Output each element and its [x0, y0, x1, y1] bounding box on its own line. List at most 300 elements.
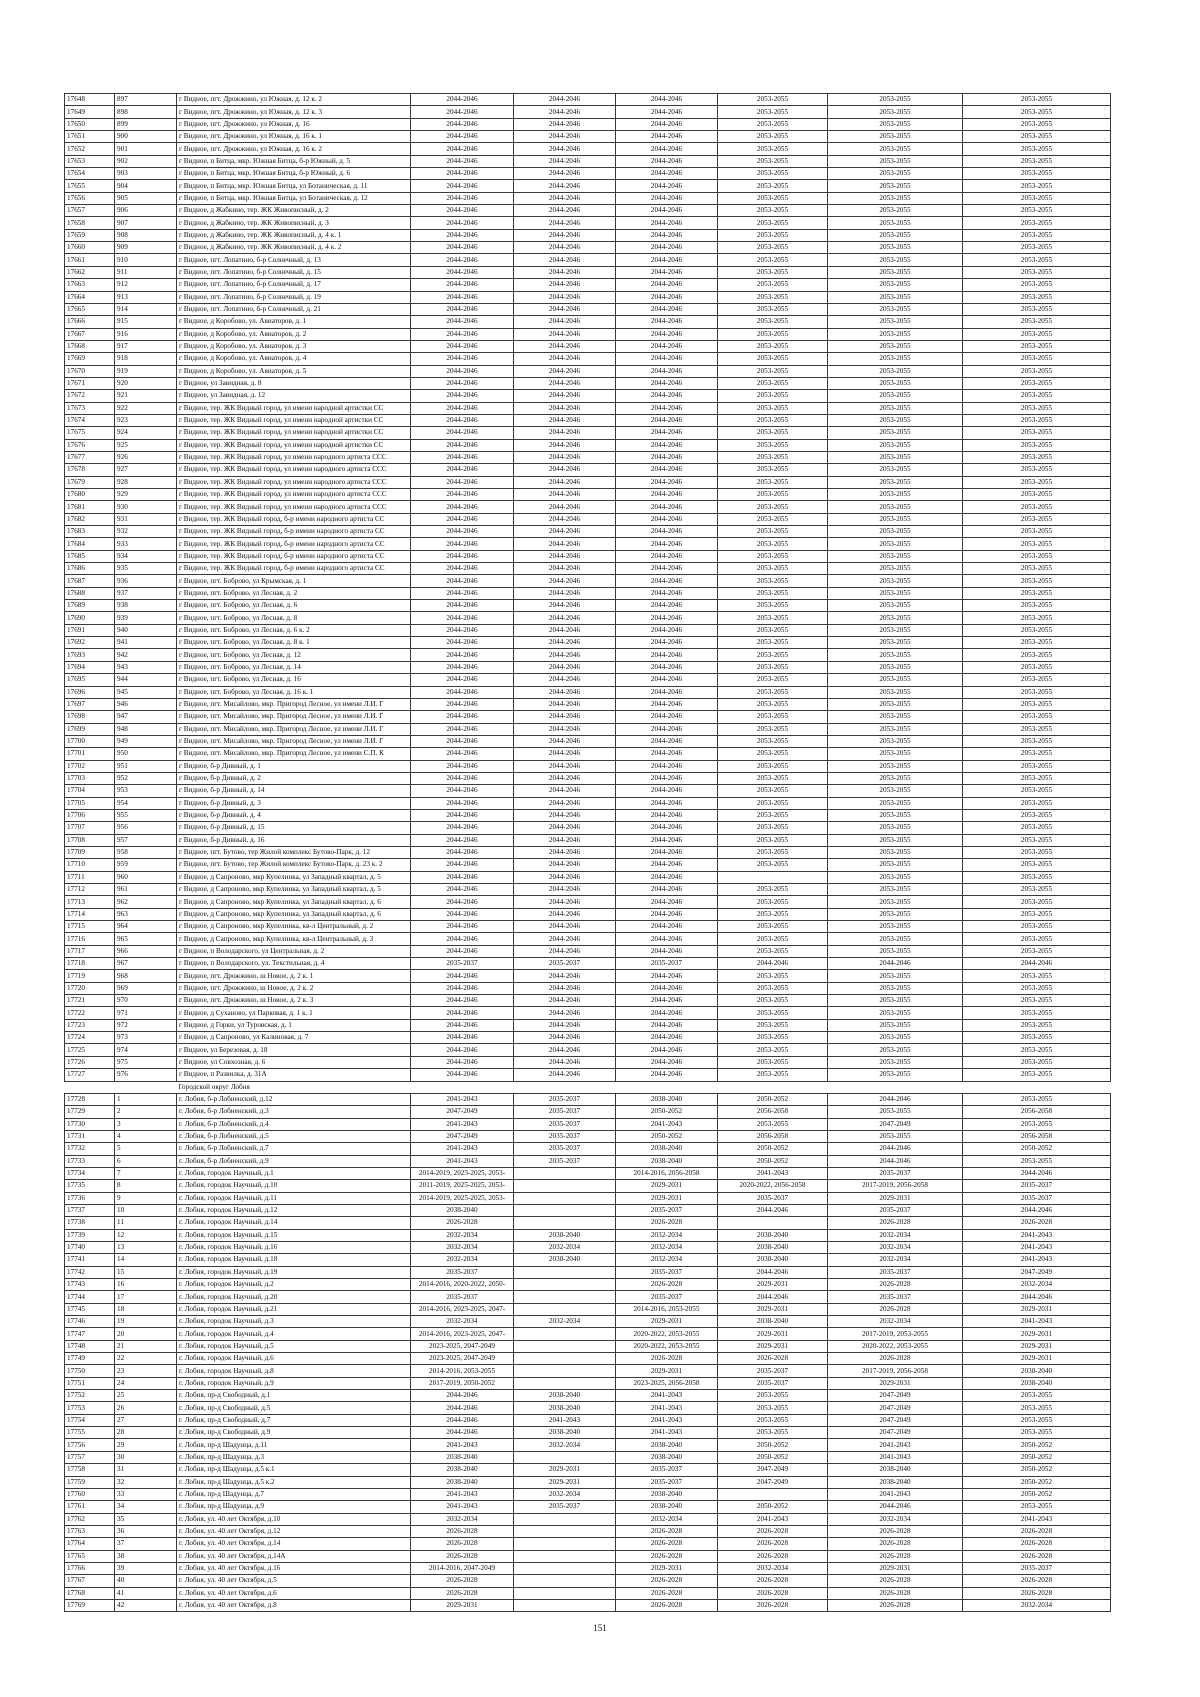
period-cell-3: 2044-2046 — [616, 340, 718, 352]
period-cell-4: 2053-2055 — [718, 846, 828, 858]
period-cell-1: 2035-2037 — [411, 1266, 514, 1278]
row-number: 21 — [115, 1340, 177, 1352]
period-cell-6: 2053-2055 — [963, 674, 1111, 686]
period-cell-2: 2044-2046 — [514, 587, 616, 599]
row-number: 902 — [115, 155, 177, 167]
period-cell-3: 2044-2046 — [616, 884, 718, 896]
row-id: 17722 — [65, 1007, 115, 1019]
address-cell: г. Лобня, городок Научный, д.2 — [177, 1279, 411, 1291]
row-id: 17727 — [65, 1069, 115, 1081]
period-cell-1: 2044-2046 — [411, 995, 514, 1007]
period-cell-4: 2053-2055 — [718, 711, 828, 723]
period-cell-3: 2044-2046 — [616, 760, 718, 772]
period-cell-6: 2053-2055 — [963, 353, 1111, 365]
period-cell-5: 2017-2019, 2056-2058 — [828, 1365, 963, 1377]
row-number: 35 — [115, 1513, 177, 1525]
address-cell: г Видное, б-р Дивный, д. 14 — [177, 785, 411, 797]
period-cell-1: 2038-2040 — [411, 1476, 514, 1488]
period-cell-5: 2053-2055 — [828, 427, 963, 439]
table-row — [65, 711, 1111, 723]
period-cell-2: 2044-2046 — [514, 772, 616, 784]
period-cell-6: 2053-2055 — [963, 365, 1111, 377]
period-cell-5: 2053-2055 — [828, 377, 963, 389]
period-cell-2: 2044-2046 — [514, 340, 616, 352]
period-cell-4: 2053-2055 — [718, 1118, 828, 1130]
period-cell-2: 2044-2046 — [514, 464, 616, 476]
period-cell-1: 2044-2046 — [411, 797, 514, 809]
address-cell: г Видное, д Жабкино, тер. ЖК Живописный, д. 3 — [177, 217, 411, 229]
period-cell-4: 2053-2055 — [718, 859, 828, 871]
period-cell-1: 2032-2034 — [411, 1254, 514, 1266]
table-row — [65, 451, 1111, 463]
period-cell-6: 2026-2028 — [963, 1217, 1111, 1229]
address-cell: г Видное, пгт. Лопатино, б-р Солнечный, д. 21 — [177, 303, 411, 315]
period-cell-4: 2053-2055 — [718, 933, 828, 945]
table-row — [65, 982, 1111, 994]
table-row — [65, 1328, 1111, 1340]
address-cell: г. Лобня, городок Научный, д.14 — [177, 1217, 411, 1229]
address-cell: г Видное, тер. ЖК Видный город, б-р имени народного артиста СС — [177, 550, 411, 562]
row-id: 17725 — [65, 1044, 115, 1056]
address-cell: г Видное, пгт. Дрожжино, ш Новое, д. 2 к. 2 — [177, 982, 411, 994]
period-cell-4: 2053-2055 — [718, 328, 828, 340]
period-cell-5: 2053-2055 — [828, 945, 963, 957]
period-cell-5: 2053-2055 — [828, 106, 963, 118]
period-cell-2: 2044-2046 — [514, 686, 616, 698]
period-cell-5: 2053-2055 — [828, 1007, 963, 1019]
row-number: 2 — [115, 1106, 177, 1118]
table-row — [65, 859, 1111, 871]
period-cell-2: 2044-2046 — [514, 797, 616, 809]
table-row — [65, 1488, 1111, 1500]
period-cell-3: 2044-2046 — [616, 995, 718, 1007]
period-cell-1: 2044-2046 — [411, 377, 514, 389]
period-cell-5: 2026-2028 — [828, 1279, 963, 1291]
period-cell-6: 2053-2055 — [963, 439, 1111, 451]
period-cell-4: 2053-2055 — [718, 896, 828, 908]
period-cell-2: 2044-2046 — [514, 550, 616, 562]
period-cell-2: 2032-2034 — [514, 1488, 616, 1500]
period-cell-2: 2044-2046 — [514, 489, 616, 501]
period-cell-1: 2044-2046 — [411, 846, 514, 858]
period-cell-6: 2053-2055 — [963, 1427, 1111, 1439]
address-cell: г. Лобня, б-р Лобненский, д.12 — [177, 1093, 411, 1105]
period-cell-1: 2047-2049 — [411, 1130, 514, 1142]
row-number: 968 — [115, 970, 177, 982]
row-id: 17732 — [65, 1143, 115, 1155]
period-cell-6: 2038-2040 — [963, 1365, 1111, 1377]
row-id: 17763 — [65, 1525, 115, 1537]
period-cell-2: 2035-2037 — [514, 1093, 616, 1105]
row-number: 945 — [115, 686, 177, 698]
table-row — [65, 785, 1111, 797]
address-cell: г Видное, б-р Дивный, д. 1 — [177, 760, 411, 772]
period-cell-1: 2044-2046 — [411, 1414, 514, 1426]
period-cell-4: 2038-2040 — [718, 1316, 828, 1328]
period-cell-5: 2047-2049 — [828, 1414, 963, 1426]
row-id: 17755 — [65, 1427, 115, 1439]
period-cell-1: 2044-2046 — [411, 563, 514, 575]
row-id: 17670 — [65, 365, 115, 377]
period-cell-1: 2044-2046 — [411, 192, 514, 204]
period-cell-4: 2053-2055 — [718, 291, 828, 303]
period-cell-2 — [514, 1328, 616, 1340]
row-number: 899 — [115, 118, 177, 130]
period-cell-1: 2044-2046 — [411, 464, 514, 476]
period-cell-2: 2044-2046 — [514, 291, 616, 303]
period-cell-4: 2026-2028 — [718, 1353, 828, 1365]
address-cell: г Видное, пгт. Мисайлово, мкр. Пригород Лесное, ул имени С.П. К — [177, 748, 411, 760]
period-cell-4: 2026-2028 — [718, 1538, 828, 1550]
period-cell-2: 2044-2046 — [514, 945, 616, 957]
row-id: 17734 — [65, 1167, 115, 1179]
period-cell-5: 2053-2055 — [828, 526, 963, 538]
period-cell-1: 2044-2046 — [411, 501, 514, 513]
period-cell-3: 2044-2046 — [616, 735, 718, 747]
period-cell-1: 2044-2046 — [411, 871, 514, 883]
table-row — [65, 1192, 1111, 1204]
period-cell-2: 2044-2046 — [514, 834, 616, 846]
address-cell: г. Лобня, городок Научный, д.1 — [177, 1167, 411, 1179]
row-number: 940 — [115, 624, 177, 636]
period-cell-5: 2029-2031 — [828, 1377, 963, 1389]
period-cell-6: 2053-2055 — [963, 698, 1111, 710]
table-row — [65, 809, 1111, 821]
address-cell: г. Лобня, городок Научный, д.21 — [177, 1303, 411, 1315]
table-row — [65, 205, 1111, 217]
period-cell-3: 2044-2046 — [616, 476, 718, 488]
period-cell-6: 2041-2043 — [963, 1229, 1111, 1241]
period-cell-4: 2020-2022, 2056-2058 — [718, 1180, 828, 1192]
period-cell-1: 2044-2046 — [411, 575, 514, 587]
period-cell-3: 2044-2046 — [616, 439, 718, 451]
period-cell-6: 2053-2055 — [963, 624, 1111, 636]
period-cell-1: 2044-2046 — [411, 674, 514, 686]
period-cell-2: 2044-2046 — [514, 229, 616, 241]
row-number: 915 — [115, 316, 177, 328]
period-cell-5: 2041-2043 — [828, 1439, 963, 1451]
period-cell-6: 2053-2055 — [963, 550, 1111, 562]
period-cell-1: 2044-2046 — [411, 205, 514, 217]
period-cell-3: 2038-2040 — [616, 1143, 718, 1155]
period-cell-3: 2029-2031 — [616, 1562, 718, 1574]
period-cell-4: 2053-2055 — [718, 377, 828, 389]
table-row — [65, 1365, 1111, 1377]
period-cell-6: 2053-2055 — [963, 291, 1111, 303]
period-cell-6: 2053-2055 — [963, 563, 1111, 575]
period-cell-3: 2044-2046 — [616, 402, 718, 414]
table-row — [65, 1056, 1111, 1068]
period-cell-6: 2053-2055 — [963, 328, 1111, 340]
period-cell-4: 2053-2055 — [718, 624, 828, 636]
table-row — [65, 1044, 1111, 1056]
period-cell-2: 2044-2046 — [514, 155, 616, 167]
period-cell-6: 2041-2043 — [963, 1513, 1111, 1525]
period-cell-4: 2053-2055 — [718, 723, 828, 735]
period-cell-2: 2044-2046 — [514, 637, 616, 649]
period-cell-4: 2044-2046 — [718, 1204, 828, 1216]
period-cell-5: 2053-2055 — [828, 143, 963, 155]
period-cell-5: 2053-2055 — [828, 131, 963, 143]
period-cell-4: 2053-2055 — [718, 797, 828, 809]
row-id: 17654 — [65, 168, 115, 180]
period-cell-6: 2053-2055 — [963, 402, 1111, 414]
period-cell-2: 2044-2046 — [514, 217, 616, 229]
row-id: 17704 — [65, 785, 115, 797]
period-cell-1: 2044-2046 — [411, 822, 514, 834]
period-cell-3: 2044-2046 — [616, 846, 718, 858]
period-cell-6: 2032-2034 — [963, 1279, 1111, 1291]
period-cell-1: 2044-2046 — [411, 303, 514, 315]
period-cell-5: 2053-2055 — [828, 118, 963, 130]
period-cell-5: 2026-2028 — [828, 1217, 963, 1229]
address-cell: г Видное, пгт. Боброво, ул Лесная, д. 16 к. 1 — [177, 686, 411, 698]
period-cell-3: 2044-2046 — [616, 501, 718, 513]
row-id: 17768 — [65, 1587, 115, 1599]
row-id: 17731 — [65, 1130, 115, 1142]
period-cell-2: 2035-2037 — [514, 958, 616, 970]
table-row — [65, 834, 1111, 846]
period-cell-3: 2020-2022, 2053-2055 — [616, 1328, 718, 1340]
period-cell-3: 2014-2016, 2056-2058 — [616, 1167, 718, 1179]
period-cell-3: 2044-2046 — [616, 106, 718, 118]
row-id: 17666 — [65, 316, 115, 328]
period-cell-1: 2044-2046 — [411, 489, 514, 501]
period-cell-3: 2044-2046 — [616, 266, 718, 278]
period-cell-2: 2044-2046 — [514, 921, 616, 933]
table-row — [65, 476, 1111, 488]
table-row — [65, 698, 1111, 710]
table-row — [65, 254, 1111, 266]
row-number: 22 — [115, 1353, 177, 1365]
period-cell-5: 2035-2037 — [828, 1291, 963, 1303]
row-number: 919 — [115, 365, 177, 377]
period-cell-6: 2029-2031 — [963, 1353, 1111, 1365]
period-cell-6: 2053-2055 — [963, 476, 1111, 488]
period-cell-4: 2053-2055 — [718, 439, 828, 451]
period-cell-1: 2026-2028 — [411, 1550, 514, 1562]
row-number: 918 — [115, 353, 177, 365]
address-cell: г Видное, д Суханово, ул Парковая, д. 1 к. 1 — [177, 1007, 411, 1019]
period-cell-3: 2044-2046 — [616, 205, 718, 217]
row-number: 953 — [115, 785, 177, 797]
table-row — [65, 1204, 1111, 1216]
row-id: 17696 — [65, 686, 115, 698]
address-cell: г Видное, д Горки, ул Туровская, д. 1 — [177, 1019, 411, 1031]
period-cell-2: 2044-2046 — [514, 612, 616, 624]
table-row — [65, 1575, 1111, 1587]
period-cell-6: 2053-2055 — [963, 822, 1111, 834]
table-row — [65, 316, 1111, 328]
period-cell-5: 2017-2019, 2056-2058 — [828, 1180, 963, 1192]
address-cell: г Видное, пгт. Мисайлово, мкр. Пригород Лесное, ул имени Л.И. Г — [177, 698, 411, 710]
table-row — [65, 106, 1111, 118]
row-number: 13 — [115, 1241, 177, 1253]
address-cell: г Видное, пгт. Боброво, ул Лесная, д. 12 — [177, 649, 411, 661]
row-id: 17759 — [65, 1476, 115, 1488]
table-row — [65, 846, 1111, 858]
table-row — [65, 637, 1111, 649]
period-cell-3: 2026-2028 — [616, 1575, 718, 1587]
address-cell: г Видное, пгт. Дрожжино, ул Южная, д. 12 к. 2 — [177, 94, 411, 106]
row-id: 17656 — [65, 192, 115, 204]
period-cell-1: 2032-2034 — [411, 1229, 514, 1241]
row-number: 24 — [115, 1377, 177, 1389]
period-cell-5: 2053-2055 — [828, 1130, 963, 1142]
period-cell-6: 2053-2055 — [963, 1056, 1111, 1068]
period-cell-5: 2053-2055 — [828, 414, 963, 426]
table-row — [65, 1377, 1111, 1389]
period-cell-6: 2044-2046 — [963, 1167, 1111, 1179]
period-cell-2: 2044-2046 — [514, 711, 616, 723]
row-number: 26 — [115, 1402, 177, 1414]
row-id: 17740 — [65, 1241, 115, 1253]
period-cell-5: 2038-2040 — [828, 1476, 963, 1488]
period-cell-5: 2026-2028 — [828, 1599, 963, 1611]
address-cell: г. Лобня, пр-д Свободный, д.1 — [177, 1390, 411, 1402]
period-cell-6: 2053-2055 — [963, 155, 1111, 167]
period-cell-2: 2038-2040 — [514, 1390, 616, 1402]
period-cell-5: 2044-2046 — [828, 1155, 963, 1167]
table-row — [65, 1464, 1111, 1476]
row-id: 17723 — [65, 1019, 115, 1031]
period-cell-5: 2053-2055 — [828, 711, 963, 723]
period-cell-6: 2026-2028 — [963, 1575, 1111, 1587]
period-cell-2 — [514, 1538, 616, 1550]
period-cell-4: 2053-2055 — [718, 661, 828, 673]
row-number: 897 — [115, 94, 177, 106]
period-cell-4: 2053-2055 — [718, 772, 828, 784]
period-cell-5: 2053-2055 — [828, 501, 963, 513]
period-cell-4: 2053-2055 — [718, 637, 828, 649]
period-cell-5: 2053-2055 — [828, 217, 963, 229]
period-cell-4: 2026-2028 — [718, 1525, 828, 1537]
page-number: 151 — [593, 1623, 607, 1633]
row-number: 19 — [115, 1316, 177, 1328]
period-cell-6: 2053-2055 — [963, 908, 1111, 920]
period-cell-4: 2029-2031 — [718, 1328, 828, 1340]
table-row — [65, 970, 1111, 982]
row-number: 41 — [115, 1587, 177, 1599]
period-cell-5: 2020-2022, 2053-2055 — [828, 1340, 963, 1352]
period-cell-3: 2044-2046 — [616, 982, 718, 994]
address-cell: г. Лобня, ул. 40 лет Октября, д.6 — [177, 1587, 411, 1599]
period-cell-4: 2053-2055 — [718, 575, 828, 587]
period-cell-3: 2035-2037 — [616, 1464, 718, 1476]
row-id: 17741 — [65, 1254, 115, 1266]
period-cell-4: 2053-2055 — [718, 340, 828, 352]
period-cell-4: 2044-2046 — [718, 958, 828, 970]
address-cell: г. Лобня, ул. 40 лет Октября, д.5 — [177, 1575, 411, 1587]
period-cell-3: 2044-2046 — [616, 661, 718, 673]
table-row — [65, 118, 1111, 130]
period-cell-1: 2044-2046 — [411, 600, 514, 612]
row-id: 17756 — [65, 1439, 115, 1451]
row-id: 17766 — [65, 1562, 115, 1574]
row-id: 17746 — [65, 1316, 115, 1328]
period-cell-6: 2029-2031 — [963, 1303, 1111, 1315]
period-cell-6: 2041-2043 — [963, 1254, 1111, 1266]
period-cell-3: 2044-2046 — [616, 921, 718, 933]
period-cell-1: 2032-2034 — [411, 1513, 514, 1525]
period-cell-2: 2044-2046 — [514, 1044, 616, 1056]
period-cell-5: 2053-2055 — [828, 464, 963, 476]
period-cell-4: 2053-2055 — [718, 205, 828, 217]
table-row — [65, 402, 1111, 414]
address-cell: г Видное, пгт. Бутово, тер Жилой комплекс Бутово-Парк, д. 23 к. 2 — [177, 859, 411, 871]
period-cell-5: 2026-2028 — [828, 1587, 963, 1599]
period-cell-2: 2044-2046 — [514, 624, 616, 636]
period-cell-2: 2044-2046 — [514, 143, 616, 155]
period-cell-4: 2056-2058 — [718, 1106, 828, 1118]
period-cell-3: 2044-2046 — [616, 945, 718, 957]
period-cell-1: 2026-2028 — [411, 1587, 514, 1599]
table-row — [65, 180, 1111, 192]
period-cell-3: 2044-2046 — [616, 563, 718, 575]
table-row — [65, 1093, 1111, 1105]
table-row — [65, 575, 1111, 587]
period-cell-6: 2053-2055 — [963, 1044, 1111, 1056]
row-number: 947 — [115, 711, 177, 723]
address-cell: г. Лобня, городок Научный, д.18 — [177, 1254, 411, 1266]
address-cell: г Видное, пгт. Дрожжино, ш Новое, д. 2 к. 1 — [177, 970, 411, 982]
period-cell-3: 2044-2046 — [616, 303, 718, 315]
row-id: 17699 — [65, 723, 115, 735]
row-id: 17660 — [65, 242, 115, 254]
row-number: 956 — [115, 822, 177, 834]
period-cell-2: 2044-2046 — [514, 822, 616, 834]
period-cell-4: 2038-2040 — [718, 1229, 828, 1241]
period-cell-2: 2044-2046 — [514, 303, 616, 315]
table-row — [65, 489, 1111, 501]
row-id: 17678 — [65, 464, 115, 476]
period-cell-1: 2044-2046 — [411, 131, 514, 143]
period-cell-1: 2044-2046 — [411, 340, 514, 352]
period-cell-5: 2053-2055 — [828, 1044, 963, 1056]
address-cell: г Видное, пгт. Мисайлово, мкр. Пригород Лесное, ул имени Л.И. Г — [177, 711, 411, 723]
period-cell-6: 2053-2055 — [963, 1019, 1111, 1031]
period-cell-1: 2044-2046 — [411, 1007, 514, 1019]
row-id: 17665 — [65, 303, 115, 315]
row-number: 964 — [115, 921, 177, 933]
period-cell-1: 2044-2046 — [411, 427, 514, 439]
period-cell-6: 2053-2055 — [963, 205, 1111, 217]
table-row — [65, 1155, 1111, 1167]
period-cell-1: 2044-2046 — [411, 1069, 514, 1081]
row-id: 17718 — [65, 958, 115, 970]
row-id: 17761 — [65, 1501, 115, 1513]
table-row — [65, 242, 1111, 254]
period-cell-3: 2044-2046 — [616, 587, 718, 599]
period-cell-4: 2053-2055 — [718, 1019, 828, 1031]
period-cell-6: 2053-2055 — [963, 600, 1111, 612]
table-row — [65, 266, 1111, 278]
table-row — [65, 797, 1111, 809]
period-cell-1: 2041-2043 — [411, 1501, 514, 1513]
period-cell-1: 2044-2046 — [411, 945, 514, 957]
period-cell-2: 2044-2046 — [514, 698, 616, 710]
period-cell-3: 2044-2046 — [616, 414, 718, 426]
period-cell-3: 2044-2046 — [616, 291, 718, 303]
period-cell-6: 2026-2028 — [963, 1525, 1111, 1537]
period-cell-6: 2056-2058 — [963, 1130, 1111, 1142]
table-row — [65, 1167, 1111, 1179]
period-cell-2 — [514, 1279, 616, 1291]
period-cell-1: 2041-2043 — [411, 1439, 514, 1451]
address-cell: г Видное, д Коробово, ул. Авиаторов, д. 4 — [177, 353, 411, 365]
period-cell-3: 2026-2028 — [616, 1217, 718, 1229]
address-cell: г Видное, б-р Дивный, д. 3 — [177, 797, 411, 809]
